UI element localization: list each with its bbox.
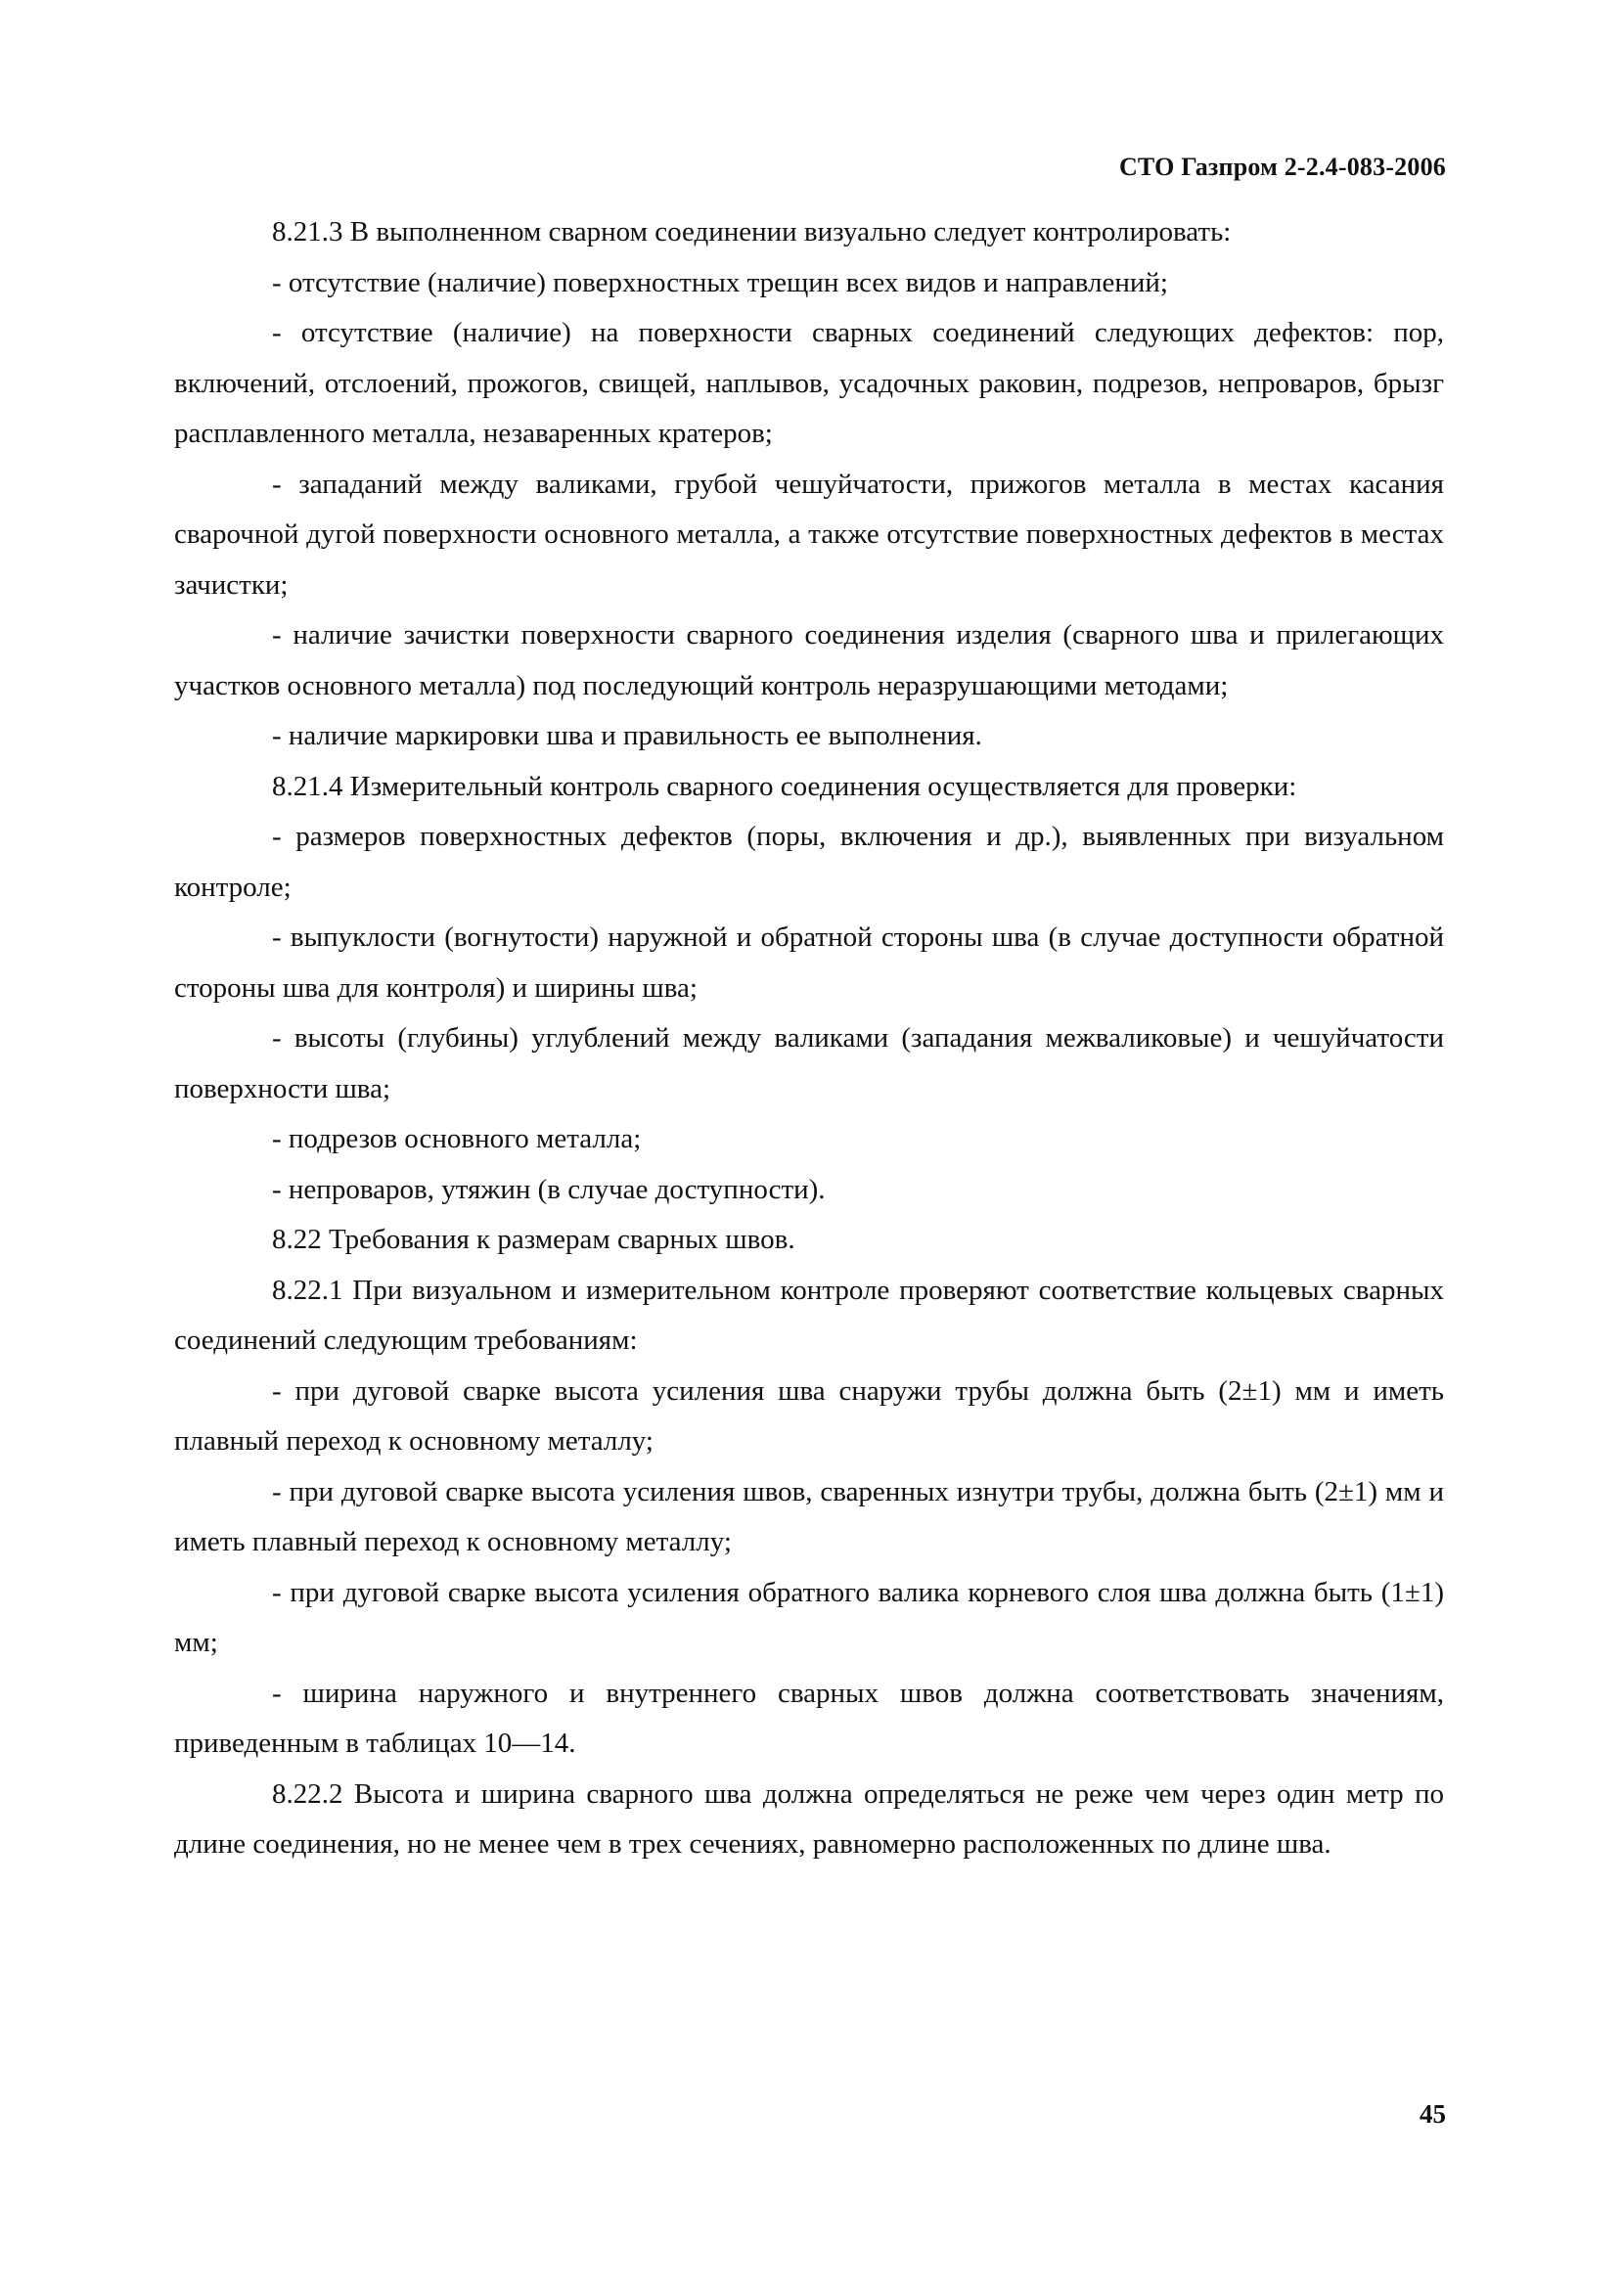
page-number: 45 — [1420, 2099, 1446, 2129]
section-heading-8-22: 8.22 Требования к размерам сварных швов. — [272, 1224, 795, 1255]
list-item: - выпуклости (вогнутости) наружной и обратной стороны шва (в случае доступности обратной стороны шва для контроля) и ширины шва; — [174, 921, 1444, 1004]
list-item: - размеров поверхностных дефектов (поры, включения и др.), выявленных при визуальном контроле; — [174, 821, 1444, 903]
list-item: - высоты (глубины) углублений между валиками (западания межваликовые) и чешуйчатости поверхности шва; — [174, 1022, 1444, 1104]
list-item: - отсутствие (наличие) поверхностных трещин всех видов и направлений; — [272, 266, 1168, 298]
list-item: - отсутствие (наличие) на поверхности сварных соединений следующих дефектов: пор, включений, отслоений, прожогов, свищей, наплывов, усадочных раковин, подрезов, непроваров, брызг расплавленного металла, незаваренных кратеров; — [174, 317, 1444, 449]
list-item: - ширина наружного и внутреннего сварных швов должна соответствовать значениям, приведенным в таблицах 10—14. — [174, 1677, 1444, 1759]
paragraph-8-21-4: 8.21.4 Измерительный контроль сварного соединения осуществляется для проверки: — [272, 770, 1297, 802]
list-item: - подрезов основного металла; — [272, 1123, 642, 1154]
list-item: - при дуговой сварке высота усиления обратного валика корневого слоя шва должна быть (1±1) мм; — [174, 1576, 1444, 1658]
paragraph-8-22-2: 8.22.2 Высота и ширина сварного шва должна определяться не реже чем через один метр по длине соединения, но не менее чем в трех сечениях, равномерно расположенных по длине шва. — [174, 1777, 1444, 1860]
document-body — [174, 207, 1444, 1870]
list-item: - западаний между валиками, грубой чешуйчатости, прижогов металла в местах касания сварочной дугой поверхности основного металла, а также отсутствие поверхностных дефектов в местах зачистки; — [174, 468, 1444, 601]
list-item: - наличие зачистки поверхности сварного соединения изделия (сварного шва и прилегающих участков основного металла) под последующий контроль неразрушающими методами; — [174, 619, 1444, 701]
list-item: - при дуговой сварке высота усиления швов, сваренных изнутри трубы, должна быть (2±1) мм и иметь плавный переход к основному металлу; — [174, 1475, 1444, 1557]
document-header: СТО Газпром 2-2.4-083-2006 — [1118, 153, 1446, 181]
list-item: - при дуговой сварке высота усиления шва снаружи трубы должна быть (2±1) мм и иметь плавный переход к основному металлу; — [174, 1374, 1444, 1457]
list-item: - наличие маркировки шва и правильность ее выполнения. — [272, 720, 982, 751]
list-item: - непроваров, утяжин (в случае доступности). — [272, 1173, 826, 1205]
paragraph-8-22-1: 8.22.1 При визуальном и измерительном контроле проверяют соответствие кольцевых сварных соединений следующим требованиям: — [174, 1274, 1444, 1356]
paragraph-8-21-3: 8.21.3 В выполненном сварном соединении визуально следует контролировать: — [272, 216, 1232, 247]
